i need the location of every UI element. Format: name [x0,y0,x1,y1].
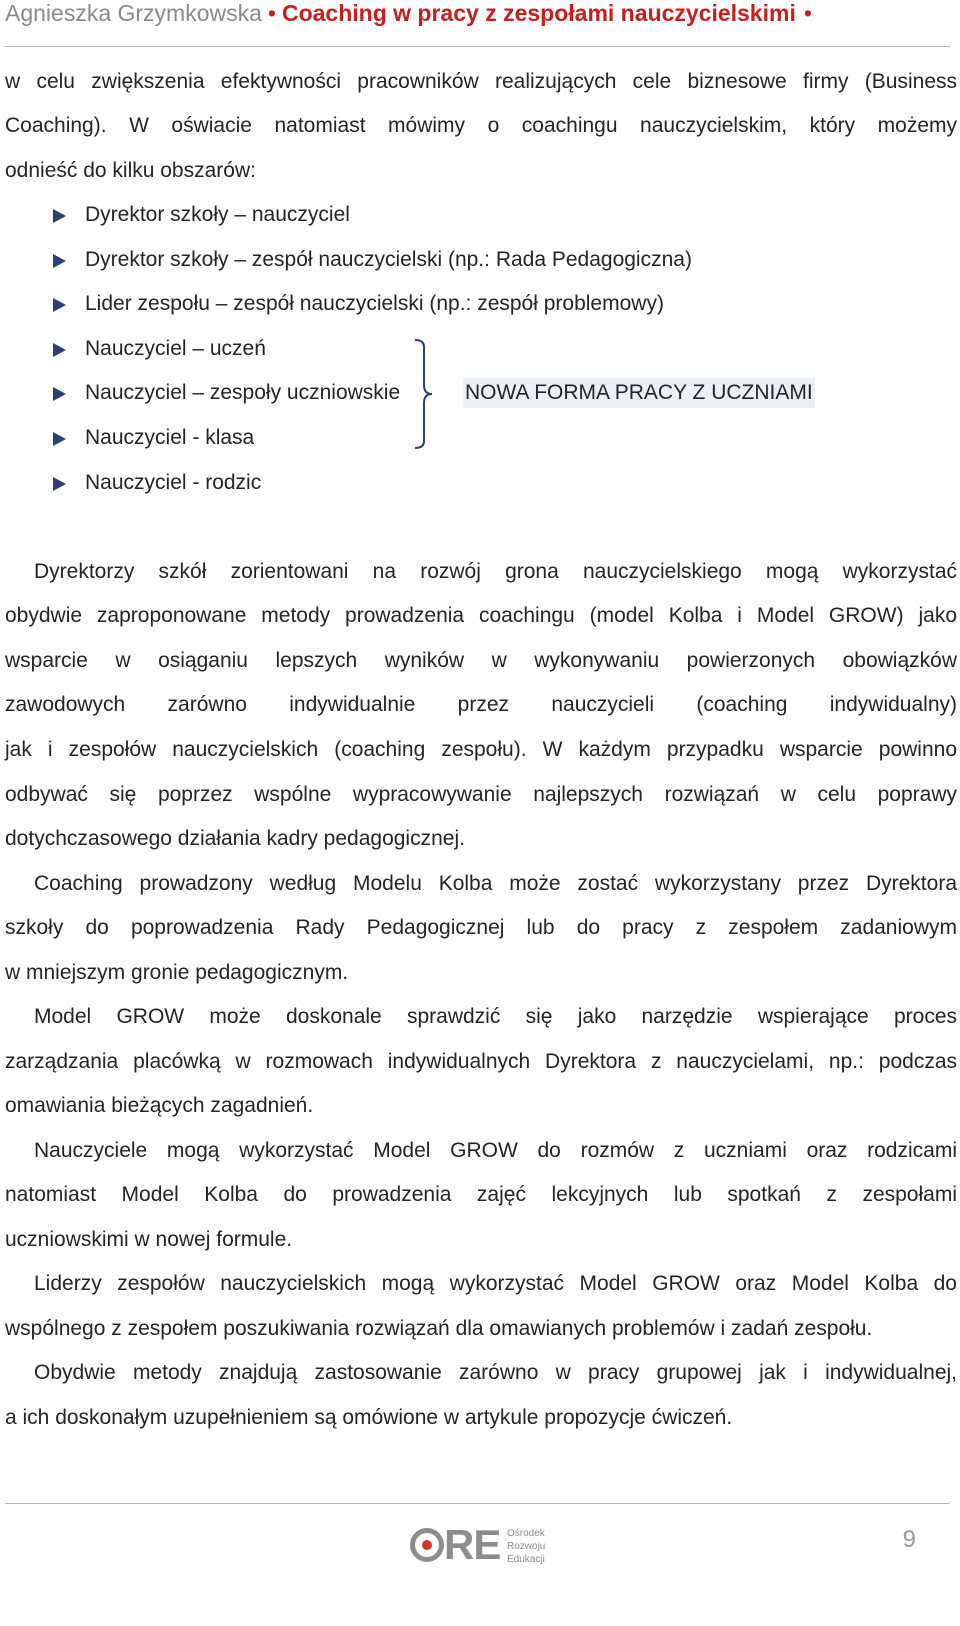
body-line: Coaching prowadzony według Modelu Kolba może zostać wykorzystany przez Dyrektora [34,872,957,895]
body-line: Obydwie metody znajdują zastosowanie zarówno w pracy grupowej jak i indywidualnej, [34,1361,957,1384]
list-item-text: Dyrektor szkoły – nauczyciel [85,203,350,226]
intro-line: Coaching). W oświacie natomiast mówimy o coachingu nauczycielskim, który możemy [5,114,957,137]
body-line: dotychczasowego działania kadry pedagogicznej. [5,827,465,850]
right-brace-icon [412,339,440,449]
intro-line: w celu zwiększenia efektywności pracowników realizujących cele biznesowe firmy (Business [5,70,957,93]
body-line: Liderzy zespołów nauczycielskich mogą wykorzystać Model GROW oraz Model Kolba do [34,1272,957,1295]
list-item-text: Nauczyciel – uczeń [85,337,266,360]
list-item-text: Nauczyciel – zespoły uczniowskie [85,381,401,404]
bullet-arrow-icon [53,387,66,401]
header-author: Agnieszka Grzymkowska [5,0,262,26]
ore-logo [410,1521,550,1570]
bullet-arrow-icon [53,254,66,268]
header-separator: • [267,0,276,26]
bullet-arrow-icon [53,477,66,491]
logo-subtitle [507,1527,545,1566]
bullet-arrow-icon [53,343,66,357]
logo-o-icon [410,1528,444,1562]
body-line: a ich doskonałym uzupełnieniem są omówione w artykule propozycje ćwiczeń. [5,1406,733,1429]
logo-sub-line: Ośrodek [507,1528,545,1539]
bullet-arrow-icon [53,209,66,223]
body-line: wspólnego z zespołem poszukiwania rozwiązań dla omawianych problemów i zadań zespołu. [5,1317,873,1340]
intro-line: odnieść do kilku obszarów: [5,159,256,182]
body-line: szkoły do poprowadzenia Rady Pedagogicznej lub do pracy z zespołem zadaniowym [5,916,957,939]
body-line: w mniejszym gronie pedagogicznym. [5,961,349,984]
body-line: omawiania bieżących zagadnień. [5,1094,314,1117]
list-item-text: Dyrektor szkoły – zespół nauczycielski (np.: Rada Pedagogiczna) [85,248,692,271]
body-line: wsparcie w osiąganiu lepszych wyników w wykonywaniu powierzonych obowiązków [5,649,957,672]
bullet-arrow-icon [53,432,66,446]
callout-new-form: NOWA FORMA PRACY Z UCZNIAMI [463,378,815,408]
list-item-text: Nauczyciel - klasa [85,426,255,449]
header-end-dot: • [803,0,812,26]
header-text [5,0,812,26]
list-item-text: Nauczyciel - rodzic [85,471,262,494]
body-line: Model GROW może doskonale sprawdzić się jako narzędzie wspierające proces [34,1005,957,1028]
header-title: Coaching w pracy z zespołami nauczycielskimi [281,0,796,26]
body-line: natomiast Model Kolba do prowadzenia zajęć lekcyjnych lub spotkań z zespołami [5,1183,957,1206]
body-line: uczniowskimi w nowej formule. [5,1228,293,1251]
page-header [5,0,950,47]
list-item-text: Lider zespołu – zespół nauczycielski (np.: zespół problemowy) [85,292,664,315]
body-line: Nauczyciele mogą wykorzystać Model GROW do rozmów z uczniami oraz rodzicami [34,1139,957,1162]
body-line: jak i zespołów nauczycielskich (coaching zespołu). W każdym przypadku wsparcie powinno [5,738,957,761]
body-line: zawodowych zarówno indywidualnie przez nauczycieli (coaching indywidualny) [5,693,957,716]
logo-sub-line: Rozwoju [507,1541,546,1552]
body-line: zarządzania placówką w rozmowach indywidualnych Dyrektora z nauczycielami, np.: podczas [5,1050,957,1073]
body-line: Dyrektorzy szkół zorientowani na rozwój grona nauczycielskiego mogą wykorzystać [34,560,957,583]
bullet-arrow-icon [53,298,66,312]
page-number: 9 [902,1526,916,1553]
body-line: obydwie zaproponowane metody prowadzenia coachingu (model Kolba i Model GROW) jako [5,604,957,627]
footer-divider [5,1503,950,1504]
logo-sub-line: Edukacji [507,1554,545,1565]
logo-main-text: RE [444,1521,501,1568]
body-line: odbywać się poprzez wspólne wypracowywanie najlepszych rozwiązań w celu poprawy [5,783,957,806]
